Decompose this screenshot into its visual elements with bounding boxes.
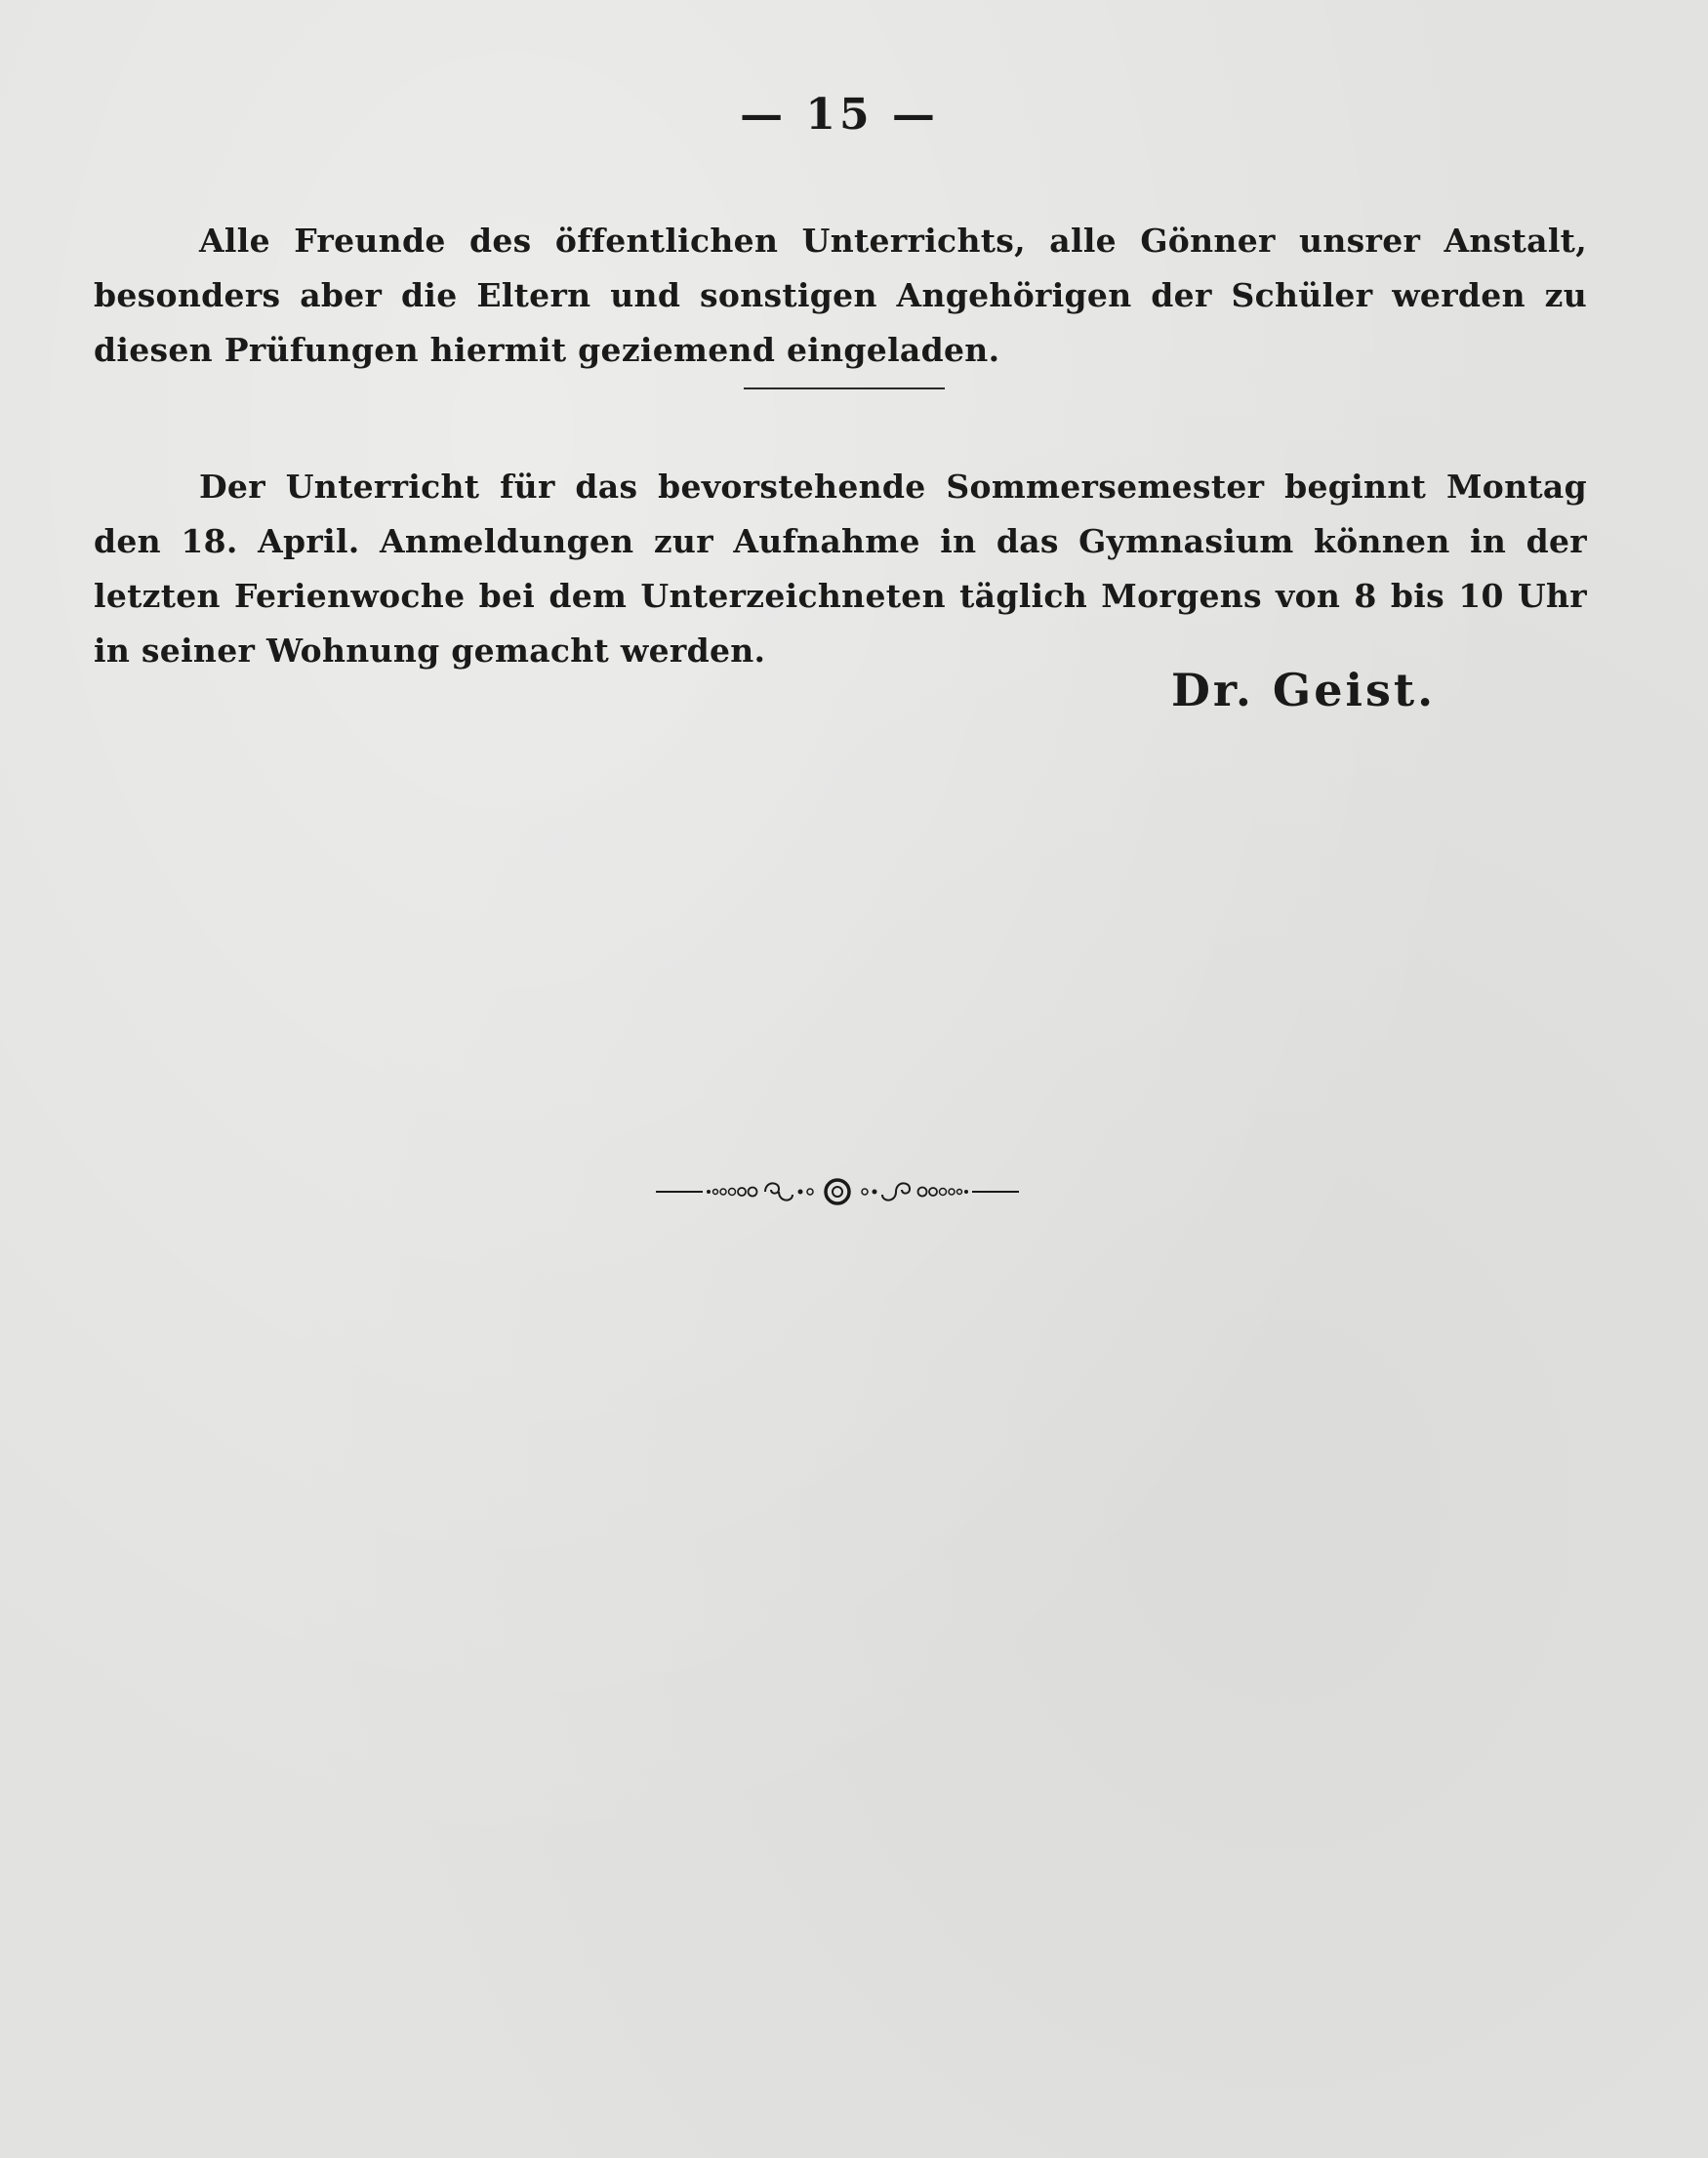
paragraph-invitation: Alle Freunde des öffentlichen Unterrichts, alle Gönner unsrer Anstalt, besonders aber die Eltern und sonstigen Angehörigen der Schüler werden zu diesen Prüfungen hiermit geziemend eingeladen. [94,222,1587,369]
section-divider [744,387,945,389]
decorative-ornament [656,1169,1019,1214]
signature: Dr. Geist. [1171,664,1437,716]
page-number: — 15 — [740,90,939,140]
paragraph-semester-notice: Der Unterricht für das bevorstehende Sommersemester beginnt Montag den 18. April. Anmeldungen zur Aufnahme in das Gymnasium können in der letzten Ferienwoche bei dem Unterzeichneten täglich Morgens von 8 bis 10 Uhr in seiner Wohnung gemacht werden. [94,468,1587,670]
